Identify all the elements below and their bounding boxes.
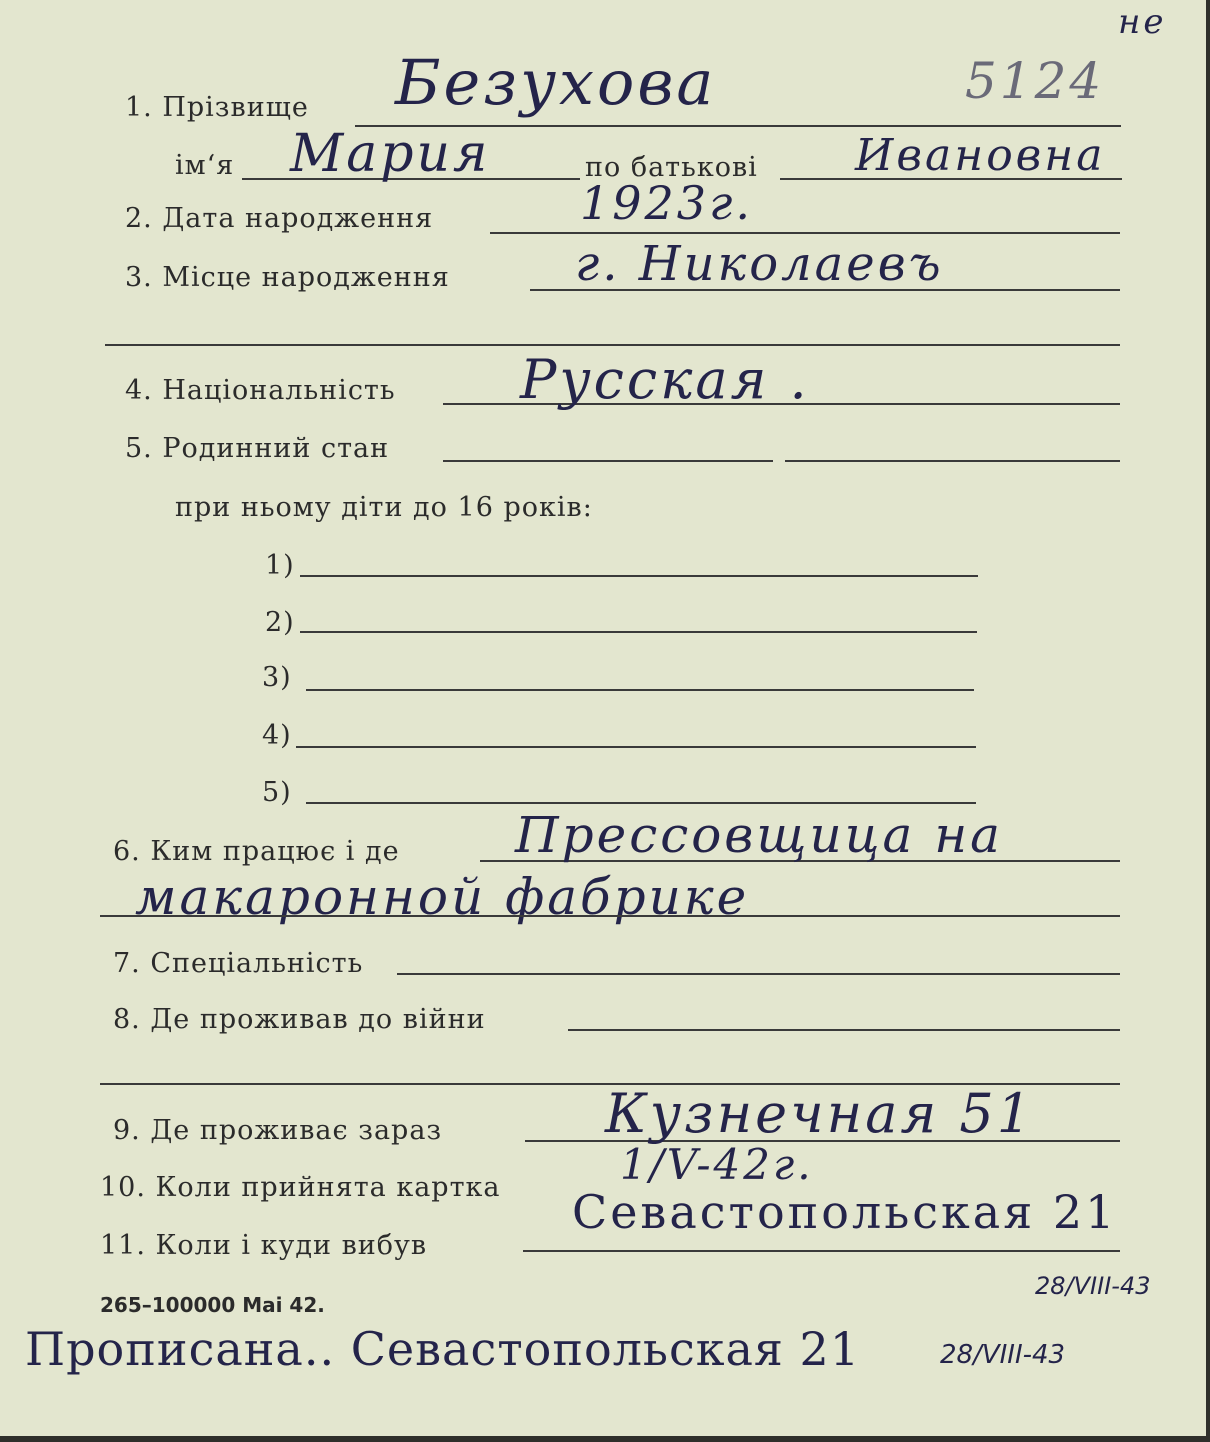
family-status-line-2 — [785, 460, 1120, 462]
nationality-label: 4. Національність — [125, 375, 396, 406]
name-label: ім‘я — [175, 150, 235, 181]
child-row-number: 1) — [265, 550, 295, 581]
name-value: Мария — [290, 124, 491, 184]
card-number: 5124 — [965, 52, 1105, 110]
surname-value: Безухова — [395, 46, 717, 119]
child-row-line — [300, 575, 978, 577]
current-address-value: Кузнечная 51 — [605, 1082, 1035, 1145]
child-row-line — [296, 746, 976, 748]
surname-label: 1. Прізвище — [125, 92, 309, 123]
child-row-number: 2) — [265, 607, 295, 638]
patronymic-value: Ивановна — [855, 130, 1106, 181]
birth-date-value: 1923г. — [580, 176, 753, 230]
moved-label: 11. Коли і куди вибув — [100, 1230, 428, 1261]
child-row-line — [306, 689, 974, 691]
family-status-line — [443, 460, 773, 462]
prewar-address-line — [568, 1029, 1120, 1031]
bottom-note: Прописана.. Севастопольская 21 — [25, 1322, 861, 1376]
moved-value: Севастопольская 21 — [572, 1185, 1118, 1239]
bottom-note-date: 28/VIII-43 — [940, 1340, 1066, 1370]
speciality-label: 7. Спеціальність — [113, 948, 364, 979]
child-row-number: 3) — [262, 662, 292, 693]
speciality-line — [397, 973, 1120, 975]
child-row-number: 4) — [262, 720, 292, 751]
nationality-value: Русская . — [520, 348, 810, 411]
corner-mark: не — [1118, 2, 1167, 42]
birth-place-line-2 — [105, 344, 1120, 346]
work-value-cont: макаронной фабрике — [135, 868, 750, 926]
child-row-line — [300, 631, 977, 633]
birth-date-line — [490, 232, 1120, 234]
family-status-label: 5. Родинний стан — [125, 433, 390, 464]
work-value: Прессовщица на — [515, 806, 1003, 864]
child-row-line — [306, 802, 976, 804]
moved-date: 28/VIII-43 — [1035, 1272, 1151, 1300]
card-date-label: 10. Коли прийнята картка — [100, 1172, 501, 1203]
child-row-number: 5) — [262, 777, 292, 808]
birth-place-value: г. Николаевъ — [575, 236, 944, 292]
patronymic-label: по батькові — [585, 152, 758, 183]
children-label: при ньому діти до 16 років: — [175, 492, 593, 523]
card-date-value: 1/V-42г. — [620, 1140, 814, 1189]
moved-line — [523, 1250, 1120, 1252]
current-address-label: 9. Де проживає зараз — [113, 1115, 443, 1146]
prewar-address-label: 8. Де проживав до війни — [113, 1004, 486, 1035]
work-line-2 — [100, 915, 1120, 917]
birth-place-label: 3. Місце народження — [125, 262, 450, 293]
work-label: 6. Ким працює і де — [113, 836, 400, 867]
birth-date-label: 2. Дата народження — [125, 203, 434, 234]
print-code: 265–100000 Mai 42. — [100, 1293, 325, 1317]
